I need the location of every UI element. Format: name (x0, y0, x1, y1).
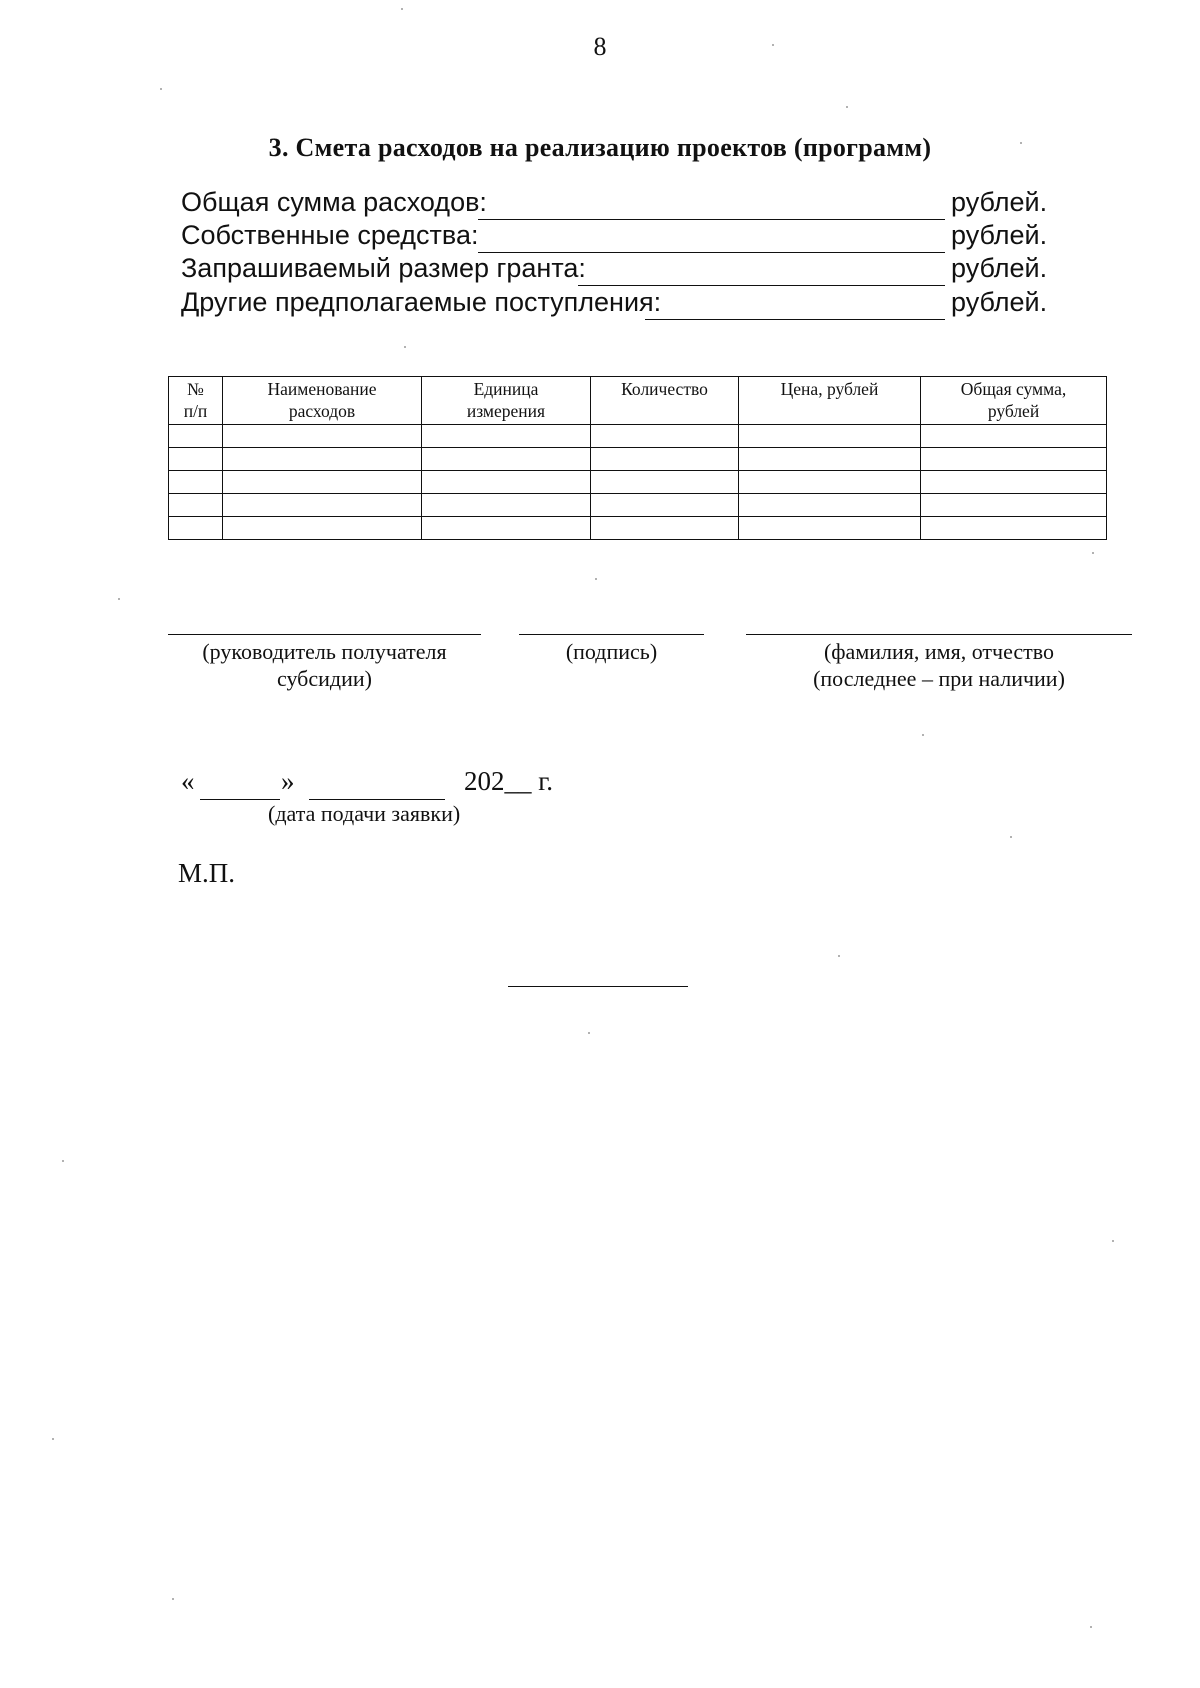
full-name-caption: (фамилия, имя, отчество (последнее – при наличии) (813, 639, 1065, 691)
grant-amount-label: Запрашиваемый размер гранта: (181, 253, 586, 283)
other-income-unit: рублей. (951, 287, 1048, 317)
table-cell[interactable] (169, 517, 223, 540)
table-cell[interactable] (921, 471, 1107, 494)
scan-speck (922, 734, 924, 736)
table-cell[interactable] (591, 448, 739, 471)
scan-speck (1112, 1240, 1114, 1242)
scan-speck (172, 1598, 174, 1600)
table-cell[interactable] (591, 494, 739, 517)
table-cell[interactable] (921, 517, 1107, 540)
table-cell[interactable] (223, 448, 422, 471)
scan-speck (62, 1160, 64, 1162)
table-cell[interactable] (422, 471, 591, 494)
table-cell[interactable] (223, 517, 422, 540)
scan-speck (772, 44, 774, 46)
table-cell[interactable] (223, 471, 422, 494)
header-unit: Единица измерения (422, 377, 591, 425)
table-header-row (169, 377, 1107, 425)
table-cell[interactable] (169, 425, 223, 448)
end-divider (508, 986, 688, 987)
own-funds-unit: рублей. (951, 220, 1048, 250)
scan-speck (588, 1032, 590, 1034)
table-cell[interactable] (739, 517, 921, 540)
table-cell[interactable] (921, 425, 1107, 448)
table-cell[interactable] (921, 494, 1107, 517)
scan-speck (160, 88, 162, 90)
table-cell[interactable] (591, 425, 739, 448)
table-row (169, 471, 1107, 494)
table-row (169, 425, 1107, 448)
seal-label: М.П. (178, 858, 236, 888)
table-cell[interactable] (739, 494, 921, 517)
scan-speck (1090, 1626, 1092, 1628)
grant-amount-unit: рублей. (951, 253, 1048, 283)
table-cell[interactable] (739, 471, 921, 494)
table-cell[interactable] (591, 471, 739, 494)
scan-speck (1010, 836, 1012, 838)
table-cell[interactable] (169, 494, 223, 517)
table-row (169, 448, 1107, 471)
table-cell[interactable] (422, 448, 591, 471)
date-year: 202__ г. (464, 766, 554, 796)
table-row (169, 517, 1107, 540)
scan-speck (595, 578, 597, 580)
table-cell[interactable] (422, 494, 591, 517)
table-cell[interactable] (223, 494, 422, 517)
header-price: Цена, рублей (739, 377, 921, 425)
scan-speck (846, 106, 848, 108)
table-cell[interactable] (921, 448, 1107, 471)
full-name-line (746, 634, 1132, 635)
signature-caption: (подпись) (565, 639, 658, 664)
header-number: № п/п (169, 377, 223, 425)
total-expenses-unit: рублей. (951, 187, 1048, 217)
scan-speck (118, 598, 120, 600)
scan-speck (838, 955, 840, 957)
table-cell[interactable] (591, 517, 739, 540)
other-income-label: Другие предполагаемые поступления: (181, 287, 662, 317)
table-cell[interactable] (422, 517, 591, 540)
header-expense-name: Наименование расходов (223, 377, 422, 425)
table-cell[interactable] (169, 448, 223, 471)
scan-speck (404, 346, 406, 348)
table-cell[interactable] (223, 425, 422, 448)
scan-speck (1092, 552, 1094, 554)
table-cell[interactable] (422, 425, 591, 448)
total-expenses-blank (478, 219, 945, 220)
table-row (169, 494, 1107, 517)
grant-amount-blank (578, 285, 945, 286)
page-number: 8 (593, 32, 607, 61)
signature-line (519, 634, 704, 635)
own-funds-label: Собственные средства: (181, 220, 479, 250)
table-cell[interactable] (739, 425, 921, 448)
other-income-blank (645, 319, 945, 320)
table-cell[interactable] (739, 448, 921, 471)
scan-speck (401, 8, 403, 10)
table-cell[interactable] (169, 471, 223, 494)
scan-speck (52, 1438, 54, 1440)
date-caption: (дата подачи заявки) (268, 801, 461, 826)
total-expenses-label: Общая сумма расходов: (181, 187, 487, 217)
section-title: 3. Смета расходов на реализацию проектов (программ) (268, 133, 932, 162)
scan-speck (1020, 142, 1022, 144)
expense-estimate-table (168, 376, 1107, 540)
header-quantity: Количество (591, 377, 739, 425)
date-close-quote: » (281, 766, 295, 796)
head-signature-line (168, 634, 481, 635)
date-open-quote: « (181, 766, 195, 796)
month-blank[interactable] (309, 799, 445, 800)
day-blank[interactable] (200, 799, 280, 800)
head-caption: (руководитель получателя субсидии) (202, 639, 447, 691)
header-total: Общая сумма, рублей (921, 377, 1107, 425)
